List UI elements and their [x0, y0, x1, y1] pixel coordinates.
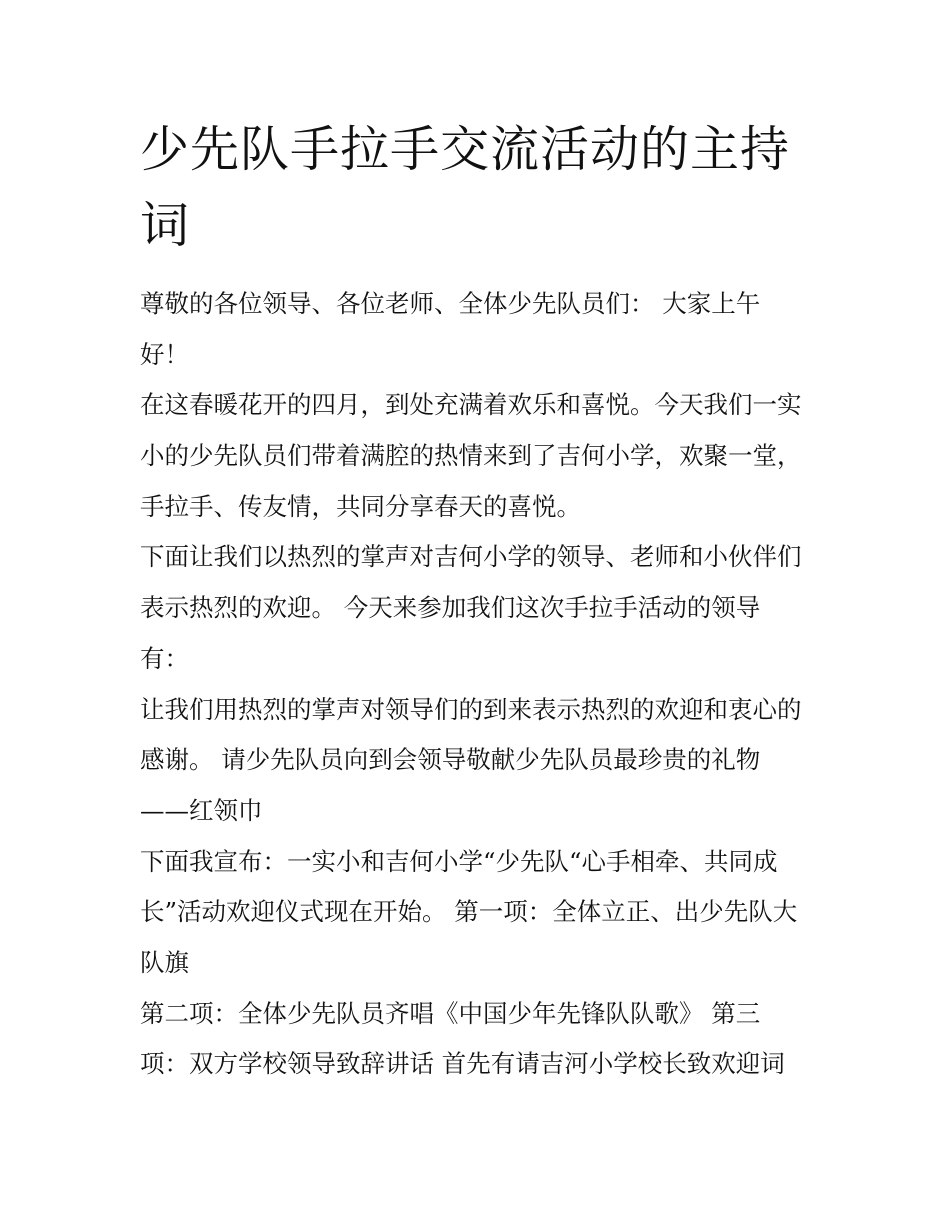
body-line: 表示热烈的欢迎。 今天来参加我们这次手拉手活动的领导 — [140, 593, 761, 623]
body-line: 项：双方学校领导致辞讲话 首先有请吉河小学校长致欢迎词 — [140, 1049, 785, 1079]
body-line: 下面让我们以热烈的掌声对吉何小学的领导、老师和小伙伴们 — [140, 542, 802, 572]
body-line: 尊敬的各位领导、各位老师、全体少先队员们： 大家上午 — [140, 289, 761, 318]
body-line: 感谢。 请少先队员向到会领导敬献少先队员最珍贵的礼物 — [140, 745, 761, 775]
body-line: 下面我宣布：一实小和吉何小学“少先队“心手相牵、共同成 — [140, 846, 778, 876]
title-line: 词 — [140, 197, 191, 254]
document-title — [140, 112, 820, 264]
body-line: 让我们用热烈的掌声对领导们的到来表示热烈的欢迎和衷心的 — [140, 694, 802, 724]
body-line: 好！ — [140, 339, 189, 369]
document-body — [140, 279, 820, 1090]
body-line: 长”活动欢迎仪式现在开始。 第一项：全体立正、出少先队大 — [140, 897, 798, 927]
body-line: 有： — [140, 643, 189, 673]
title-line: 少先队手拉手交流活动的主持 — [140, 121, 791, 178]
body-line: 在这春暖花开的四月，到处充满着欢乐和喜悦。今天我们一实 — [140, 390, 802, 420]
body-line: 手拉手、传友情，共同分享春天的喜悦。 — [140, 491, 581, 521]
body-line: ——红领巾 — [140, 795, 263, 825]
body-line: 队旗 — [140, 947, 189, 977]
body-line: 第二项：全体少先队员齐唱《中国少年先锋队队歌》 第三 — [140, 998, 761, 1028]
body-line: 小的少先队员们带着满腔的热情来到了吉何小学，欢聚一堂， — [140, 441, 802, 471]
